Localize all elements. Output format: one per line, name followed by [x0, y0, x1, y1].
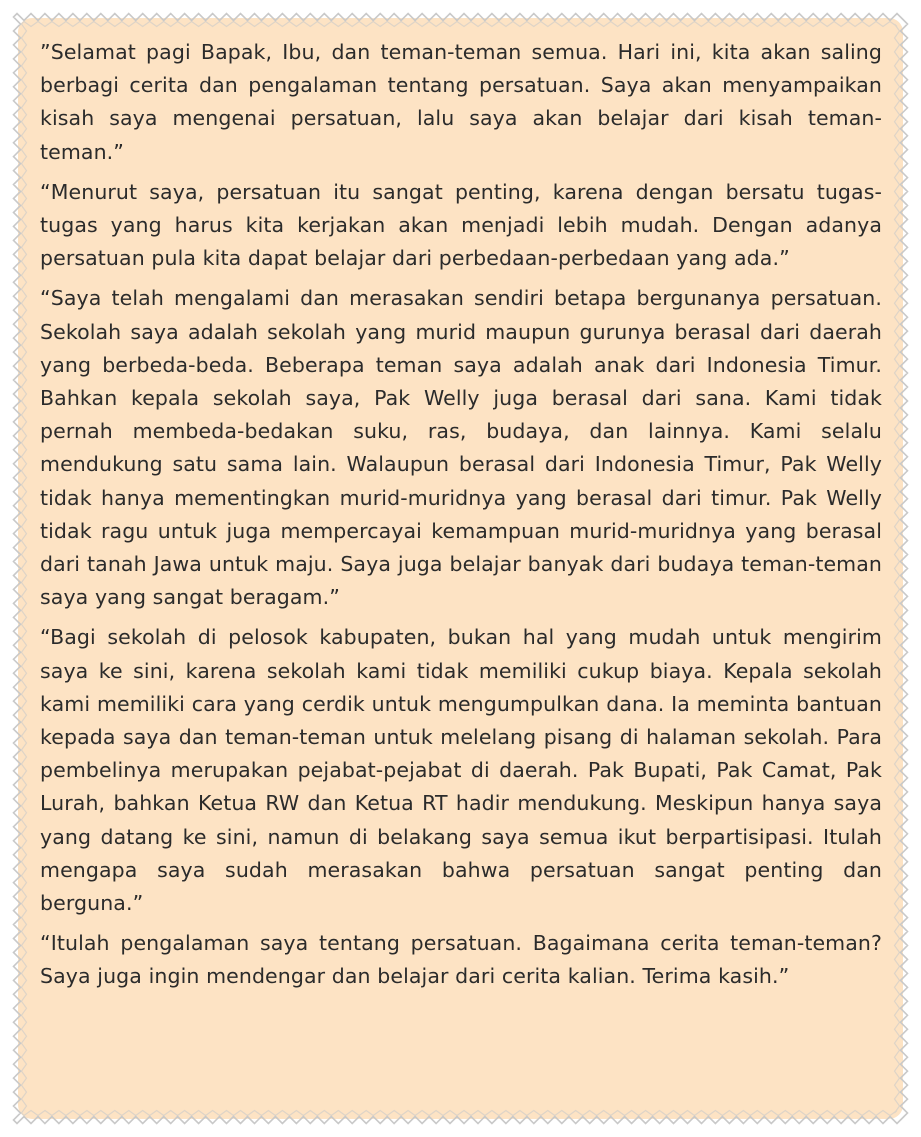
paragraph-2: “Menurut saya, persatuan itu sangat penting, karena dengan bersatu tugas-tugas yang harus kita kerjakan akan menjadi lebih mudah. Dengan adanya persatuan pula kita dapat belajar dari perbedaan-perbedaan yang ada.” — [40, 179, 882, 271]
paragraph-3: “Saya telah mengalami dan merasakan sendiri betapa bergunanya persatuan. Sekolah saya adalah sekolah yang murid maupun gurunya berasal dari daerah yang berbeda-beda. Beberapa teman saya adalah anak dari Indonesia Timur. Bahkan kepala sekolah saya, Pak Welly juga berasal dari sana. Kami tidak pernah membeda-bedakan suku, ras, budaya, dan lainnya. Kami selalu mendukung satu sama lain. Walaupun berasal dari Indonesia Timur, Pak Welly tidak hanya mementingkan murid-muridnya yang berasal dari timur. Pak Welly tidak ragu untuk juga mempercayai kemampuan murid-muridnya yang berasal dari tanah Jawa untuk maju. Saya juga belajar banyak dari budaya teman-teman saya yang sangat beragam.” — [40, 286, 882, 610]
paragraph-1: ”Selamat pagi Bapak, Ibu, dan teman-teman semua. Hari ini, kita akan saling berbagi cerita dan pengalaman tentang persatuan. Saya akan menyampaikan kisah saya mengenai persatuan, lalu saya akan belajar dari kisah teman-teman.” — [40, 40, 882, 164]
paragraph-4: “Bagi sekolah di pelosok kabupaten, bukan hal yang mudah untuk mengirim saya ke sini, karena sekolah kami tidak memiliki cukup biaya. Kepala sekolah kami memiliki cara yang cerdik untuk mengumpulkan dana. Ia meminta bantuan kepada saya dan teman-teman untuk melelang pisang di halaman sekolah. Para pembelinya merupakan pejabat-pejabat di daerah. Pak Bupati, Pak Camat, Pak Lurah, bahkan Ketua RW dan Ketua RT hadir mendukung. Meskipun hanya saya yang datang ke sini, namun di belakang saya semua ikut berpartisipasi. Itulah mengapa saya sudah merasakan bahwa persatuan sangat penting dan berguna.” — [40, 625, 882, 916]
paragraph-5: “Itulah pengalaman saya tentang persatuan. Bagaimana cerita teman-teman? Saya juga ingin mendengar dan belajar dari cerita kalian. Terima kasih.” — [40, 931, 882, 989]
speech-text — [40, 36, 882, 1001]
